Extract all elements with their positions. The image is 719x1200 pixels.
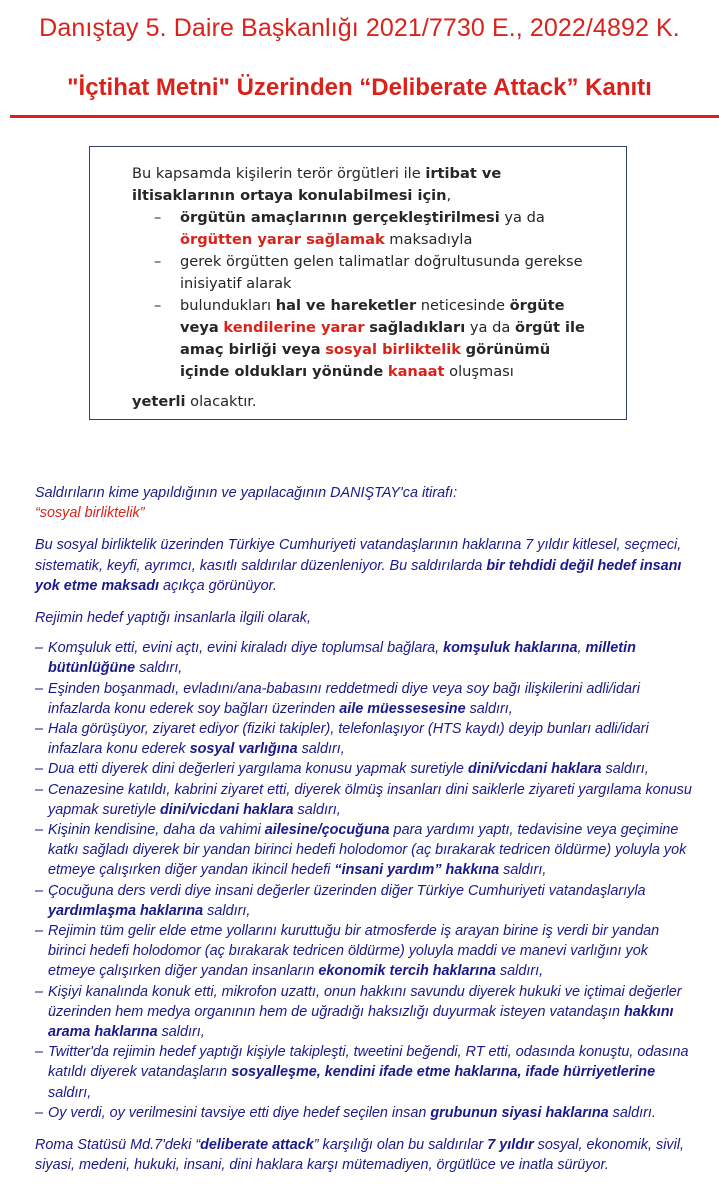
text-run: açıkça görünüyor. bbox=[159, 577, 277, 594]
emphasis-text: görünümü içinde oldukları yönünde bbox=[180, 341, 551, 380]
emphasis-text: aile müessesesine bbox=[339, 700, 466, 717]
emphasis-text: sosyal varlığına bbox=[189, 741, 298, 758]
emphasis-text: dini/vicdani haklara bbox=[159, 801, 294, 818]
text-run: maksadıyla bbox=[384, 231, 473, 248]
text-run: saldırı, bbox=[297, 741, 345, 758]
document-subtitle: "İçtihat Metni" Üzerinden “Deliberate Attack” Kanıtı bbox=[67, 74, 652, 101]
list-item bbox=[35, 881, 695, 921]
text-run: Bu sosyal birliktelik üzerinden Türkiye Cumhuriyeti vatandaşlarının haklarına 7 yıldır kitlesel, seçmeci, sistematik, keyfi, ayrımcı, kasıtlı saldırılar düzenleniyor. Bu saldırılarda bbox=[35, 537, 682, 574]
text-run: Eşinden boşanmadı, evladını/ana-babasını reddetmedi diye veya soy bağı ilişkilerini adli/idari infazlarda konu ederek soy bağları üzerinden bbox=[48, 680, 640, 717]
emphasis-text: deliberate attack bbox=[200, 1137, 314, 1154]
text-run: Kişinin kendisine, daha da vahimi bbox=[48, 822, 265, 839]
text-run: gerek örgütten gelen talimatlar doğrultusunda gerekse inisiyatif alarak bbox=[180, 253, 583, 292]
text-run: , bbox=[446, 187, 452, 204]
text-run: Oy verdi, oy verilmesini tavsiye etti diye hedef seçilen insan bbox=[48, 1104, 431, 1121]
list-item bbox=[35, 982, 695, 1043]
text-run: oluşması bbox=[444, 363, 514, 380]
quote-item bbox=[132, 295, 602, 383]
text-run: ya da bbox=[465, 319, 515, 336]
dash-marker: – bbox=[35, 781, 44, 798]
text-run: saldırı, bbox=[601, 761, 649, 778]
dash-marker: – bbox=[35, 923, 44, 940]
emphasis-text: 7 yıldır bbox=[487, 1137, 534, 1154]
quote-item bbox=[132, 251, 602, 295]
emphasis-text: komşuluk haklarına bbox=[443, 640, 578, 657]
title-divider bbox=[10, 115, 719, 118]
text-run: Rejimin tüm gelir elde etme yollarını kuruttuğu bir atmosferde iş arayan birine iş verdi bir yandan birinci hedefi holodomor (aç bırakarak tedricen öldürme) yoluyla maddi ve manevi varlığını yok etmeye çalışırken diğer yandan insanların bbox=[48, 923, 660, 980]
emphasis-text: kanaat bbox=[387, 363, 445, 380]
list-item bbox=[35, 719, 695, 759]
list-item bbox=[35, 759, 695, 779]
dash-marker: – bbox=[35, 680, 44, 697]
list-item bbox=[35, 1103, 695, 1123]
text-run: ” karşılığı olan bu saldırılar bbox=[313, 1137, 488, 1154]
dash-marker: – bbox=[35, 1044, 44, 1061]
dash-marker: – bbox=[154, 209, 162, 226]
dash-marker: – bbox=[154, 297, 162, 314]
list-item bbox=[35, 638, 695, 678]
text-run: Komşuluk etti, evini açtı, evini kiraladı diye toplumsal bağlara, bbox=[48, 640, 444, 657]
text-run: saldırı, bbox=[495, 963, 544, 980]
text-run: Cenazesine katıldı, kabrini ziyaret etti, diyerek ölmüş insanları dini saiklerle ziyareti yargılama konusu yapmak suretiyle bbox=[48, 781, 692, 818]
emphasis-text: yardımlaşma haklarına bbox=[48, 902, 204, 919]
emphasis-text: kendilerine yarar bbox=[223, 319, 365, 336]
text-run: Kişiyi kanalında konuk etti, mikrofon uzattı, onun hakkını savundu diyerek hukuki ve içtimai değerler üzerinden hem medya organının hem de uğradığı haksızlığı duyurmak isteyen vatandaşın bbox=[48, 983, 682, 1020]
document-title: Danıştay 5. Daire Başkanlığı 2021/7730 E., 2022/4892 K. bbox=[39, 14, 680, 42]
text-run: saldırı, bbox=[203, 902, 251, 919]
analysis-heading: Saldırıların kime yapıldığının ve yapılacağının DANIŞTAY'ca itirafı: bbox=[35, 485, 458, 501]
text-run: saldırı, bbox=[48, 1084, 92, 1101]
emphasis-text: yeterli bbox=[132, 393, 186, 410]
text-run: Dua etti diyerek dini değerleri yargılama konusu yapmak suretiyle bbox=[48, 761, 468, 778]
emphasis-text: örgüte veya bbox=[180, 297, 565, 336]
emphasis-text: hal ve hareketler bbox=[275, 297, 417, 314]
emphasis-text: örgütün amaçlarının gerçekleştirilmesi bbox=[180, 209, 500, 226]
dash-marker: – bbox=[35, 822, 44, 839]
emphasis-text: sosyal birliktelik bbox=[325, 341, 462, 358]
analysis-text bbox=[35, 483, 695, 1176]
dash-marker: – bbox=[35, 983, 44, 1000]
text-run: ya da bbox=[499, 209, 545, 226]
attack-list bbox=[35, 638, 695, 1123]
emphasis-text: irtibat ve iltisaklarının ortaya konulabilmesi için bbox=[132, 165, 502, 204]
court-decision-quote bbox=[132, 163, 602, 413]
dash-marker: – bbox=[35, 640, 44, 657]
dash-marker: – bbox=[35, 721, 44, 738]
emphasis-text: “insani yardım” hakkına bbox=[334, 862, 500, 879]
text-run: Hala görüşüyor, ziyaret ediyor (fiziki takipler), telefonlaşıyor (HTS kaydı) deyip bunları adli/idari infazlara konu ederek bbox=[48, 721, 649, 758]
text-run: olacaktır. bbox=[185, 393, 257, 410]
text-run: para yardımı yaptı, tedavisine veya geçimine katkı sağladı diyerek bir yandan birinci hedefi holodomor (aç bırakarak tedricen öldürme) yoluyla yok etmeye çalışırken diğer yandan ikincil hedefi bbox=[48, 822, 687, 879]
list-item bbox=[35, 820, 695, 881]
text-run: Twitter'da rejimin hedef yaptığı kişiyle takipleşti, tweetini beğendi, RT etti, odasında konuştu, odasına katıldı diyerek vatandaşların bbox=[48, 1044, 689, 1081]
emphasis-text: grubunun siyasi haklarına bbox=[430, 1104, 609, 1121]
emphasis-text: milletin bütünlüğüne bbox=[48, 640, 636, 677]
list-item bbox=[35, 780, 695, 820]
list-item bbox=[35, 1042, 695, 1103]
quote-item bbox=[132, 207, 602, 251]
emphasis-text: sosyalleşme, kendini ifade etme haklarına, ifade hürriyetlerine bbox=[231, 1064, 656, 1081]
text-run: bulundukları bbox=[180, 297, 276, 314]
emphasis-text: ailesine/çocuğuna bbox=[264, 822, 390, 839]
emphasis-text: hakkını arama haklarına bbox=[48, 1003, 674, 1041]
list-intro: Rejimin hedef yaptığı insanlarla ilgili olarak, bbox=[35, 610, 311, 627]
text-run: Roma Statüsü Md.7'deki “ bbox=[35, 1137, 201, 1154]
quote-intro bbox=[132, 163, 602, 207]
text-run: sosyal, ekonomik, sivil, siyasi, medeni, hukuki, insani, dini haklara karşı mütemadiyen, örgütlüce ve inatla sürüyor. bbox=[35, 1137, 685, 1174]
text-run: Çocuğuna ders verdi diye insani değerler üzerinden diğer Türkiye Cumhuriyeti vatandaşlarıyla bbox=[48, 882, 646, 899]
dash-marker: – bbox=[35, 1104, 44, 1121]
dash-marker: – bbox=[35, 882, 44, 899]
text-run: neticesinde bbox=[416, 297, 510, 314]
text-run: saldırı, bbox=[499, 862, 547, 879]
emphasis-text: bir tehdidi değil hedef insanı yok etme maksadı bbox=[35, 557, 682, 594]
emphasis-text: sağladıkları bbox=[369, 319, 466, 336]
text-run: saldırı, bbox=[465, 700, 513, 717]
text-run: saldırı. bbox=[608, 1104, 656, 1121]
text-run: saldırı, bbox=[157, 1024, 205, 1041]
analysis-subheading: “sosyal birliktelik” bbox=[35, 505, 145, 522]
emphasis-text: örgütten yarar sağlamak bbox=[180, 231, 385, 248]
quote-closing bbox=[132, 391, 602, 413]
list-item bbox=[35, 921, 695, 982]
text-run: , bbox=[577, 640, 586, 657]
dash-marker: – bbox=[154, 253, 162, 270]
emphasis-text: dini/vicdani haklara bbox=[467, 761, 602, 778]
text-run: saldırı, bbox=[293, 801, 341, 818]
analysis-conclusion bbox=[35, 1135, 695, 1175]
analysis-paragraph bbox=[35, 535, 695, 596]
dash-marker: – bbox=[35, 761, 44, 778]
text-run: saldırı, bbox=[135, 660, 183, 677]
emphasis-text: örgüt ile amaç birliği veya bbox=[180, 319, 585, 358]
emphasis-text: ekonomik tercih haklarına bbox=[318, 963, 496, 980]
list-item bbox=[35, 679, 695, 719]
text-run: Bu kapsamda kişilerin terör örgütleri ile bbox=[132, 165, 426, 182]
